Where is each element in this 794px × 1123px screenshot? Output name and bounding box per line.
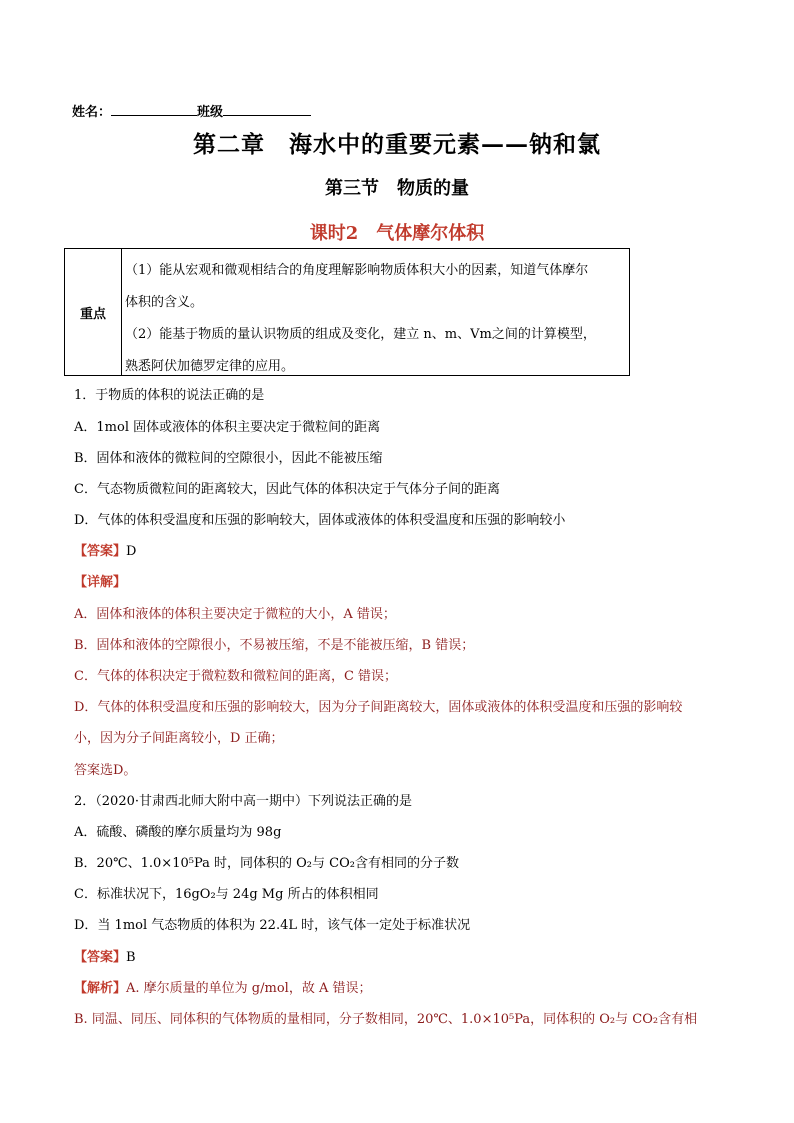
q1-detail-a: A．固体和液体的体积主要决定于微粒的大小，A 错误； bbox=[74, 607, 396, 622]
focus-line: 体积的含义。 bbox=[125, 295, 204, 310]
section-title: 第三节 物质的量 bbox=[325, 178, 469, 199]
class-blank[interactable] bbox=[223, 102, 311, 116]
q1-option-b: B．固体和液体的微粒间的空隙很小，因此不能被压缩 bbox=[74, 451, 383, 466]
focus-content bbox=[125, 255, 623, 383]
q1-answer-line bbox=[74, 540, 734, 559]
q2-analysis-a: A. 摩尔质量的单位为 g/mol，故 A 错误； bbox=[126, 981, 372, 996]
q2-answer-line bbox=[74, 946, 734, 965]
name-label: 姓名： bbox=[72, 105, 112, 120]
q2-stem: 2．（2020·甘肃西北师大附中高一期中）下列说法正确的是 bbox=[74, 794, 412, 809]
class-label: 班级 bbox=[197, 105, 224, 120]
q2-option-b: B．20℃、1.0×10⁵Pa 时，同体积的 O₂与 CO₂含有相同的分子数 bbox=[74, 856, 459, 871]
q1-stem: 1．于物质的体积的说法正确的是 bbox=[74, 388, 265, 403]
q1-answer: D bbox=[126, 544, 137, 559]
q2-analysis-b: B. 同温、同压、同体积的气体物质的量相同，分子数相同，20℃、1.0×10⁵Pa，同体积的 O₂与 CO₂含有相 bbox=[74, 1012, 698, 1027]
q1-detail-line bbox=[74, 571, 734, 590]
focus-label: 重点 bbox=[65, 249, 122, 375]
name-blank[interactable] bbox=[111, 102, 197, 116]
name-class-line bbox=[72, 101, 311, 120]
q1-detail-d-cont: 小，因为分子间距离较小，D 正确； bbox=[74, 731, 284, 746]
q1-detail-d: D．气体的体积受温度和压强的影响较大，因为分子间距离较大，固体或液体的体积受温度和压强的影响较 bbox=[74, 700, 683, 715]
focus-line: （2）能基于物质的量认识物质的组成及变化，建立 n、m、Vm之间的计算模型， bbox=[125, 327, 596, 342]
lesson-title: 课时2 气体摩尔体积 bbox=[309, 223, 485, 244]
answer-tag: 【答案】 bbox=[74, 950, 127, 965]
q1-option-c: C．气态物质微粒间的距离较大，因此气体的体积决定于气体分子间的距离 bbox=[74, 482, 500, 497]
chapter-title: 第二章 海水中的重要元素——钠和氯 bbox=[193, 131, 601, 158]
q2-answer: B bbox=[126, 950, 136, 965]
q1-option-a: A．1mol 固体或液体的体积主要决定于微粒间的距离 bbox=[74, 420, 381, 435]
analysis-tag: 【解析】 bbox=[74, 981, 127, 996]
q2-option-c: C．标准状况下，16gO₂与 24g Mg 所占的体积相同 bbox=[74, 887, 379, 902]
focus-line: （1）能从宏观和微观相结合的角度理解影响物质体积大小的因素，知道气体摩尔 bbox=[125, 263, 589, 278]
answer-tag: 【答案】 bbox=[74, 544, 127, 559]
focus-box bbox=[64, 248, 630, 376]
q2-option-a: A．硫酸、磷酸的摩尔质量均为 98g bbox=[74, 825, 282, 840]
q1-conclusion: 答案选D。 bbox=[74, 763, 137, 778]
q1-detail-b: B．固体和液体的空隙很小，不易被压缩，不是不能被压缩，B 错误； bbox=[74, 638, 475, 653]
detail-tag: 【详解】 bbox=[74, 575, 127, 590]
q1-option-d: D．气体的体积受温度和压强的影响较大，固体或液体的体积受温度和压强的影响较小 bbox=[74, 513, 566, 528]
focus-line: 熟悉阿伏加德罗定律的应用。 bbox=[125, 359, 295, 374]
q2-option-d: D．当 1mol 气态物质的体积为 22.4L 时，该气体一定处于标准状况 bbox=[74, 918, 471, 933]
q1-detail-c: C．气体的体积决定于微粒数和微粒间的距离，C 错误； bbox=[74, 669, 398, 684]
q2-analysis-line bbox=[74, 977, 734, 996]
